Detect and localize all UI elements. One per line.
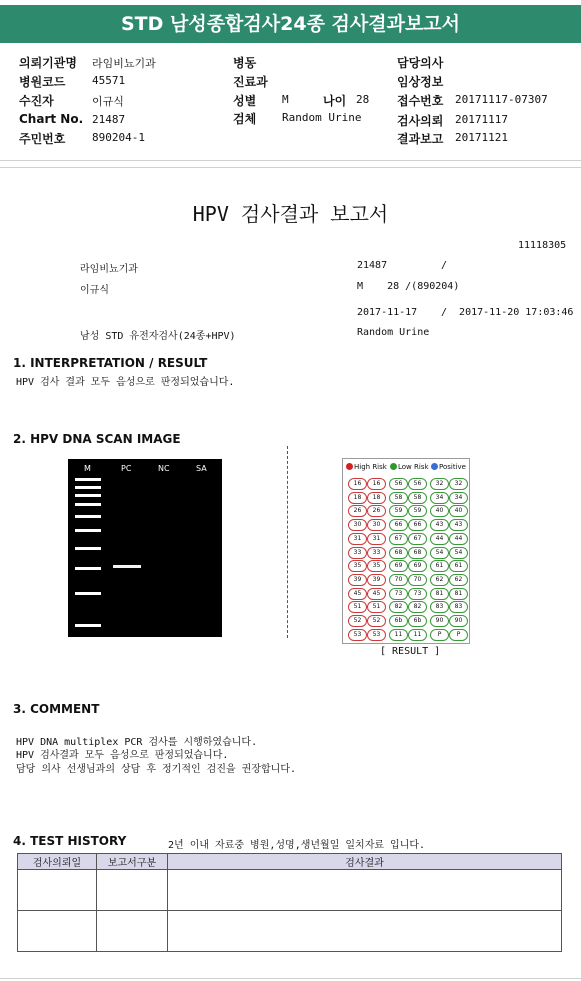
ladder-band (75, 567, 101, 570)
hpv-type-cell: 26 (348, 505, 367, 517)
gel-electrophoresis-image (68, 459, 222, 637)
hpv-type-cell: 54 (449, 547, 468, 559)
header-divider-secondary (0, 167, 581, 168)
table-row (18, 870, 562, 911)
report-code: 11118305 (518, 240, 567, 251)
hpv-type-cell: 44 (430, 533, 449, 545)
value-receipt-number: 20171117-07307 (455, 93, 548, 106)
hpv-type-cell: 45 (367, 588, 386, 600)
value-chart-no: 21487 (92, 113, 126, 126)
value-patient: 이규식 (92, 95, 124, 108)
legend-low-risk-label: Low Risk (398, 463, 429, 471)
table-cell (97, 870, 168, 911)
table-row (18, 911, 562, 952)
hpv-type-cell: 59 (408, 505, 427, 517)
hpv-type-cell: 43 (449, 519, 468, 531)
hpv-type-cell: 68 (408, 547, 427, 559)
report-test-name: 남성 STD 유전자검사(24종+HPV) (80, 331, 236, 342)
label-requesting-institution: 의뢰기관명 (19, 56, 77, 70)
ladder-band (75, 503, 101, 506)
table-cell (97, 911, 168, 952)
hpv-type-cell: 31 (348, 533, 367, 545)
ladder-band (75, 515, 101, 518)
column-header: 검사의뢰일 (18, 854, 97, 870)
ladder-band (75, 529, 101, 532)
hpv-type-cell: 11 (408, 629, 427, 641)
comment-heading: 3. COMMENT (13, 702, 100, 716)
gel-lane-label: PC (121, 464, 132, 473)
hpv-type-cell: 70 (408, 574, 427, 586)
hpv-type-cell: 16 (367, 478, 386, 490)
report-hospital: 라임비뇨기과 (80, 264, 138, 275)
gel-lane-label: NC (158, 464, 170, 473)
label-report-date: 결과보고 (397, 132, 444, 146)
hpv-type-cell: 6b (408, 615, 427, 627)
comment-line: HPV 검사결과 모두 음성으로 판정되었습니다. (16, 750, 229, 761)
gel-lane-label: SA (196, 464, 207, 473)
report-specimen: Random Urine (357, 327, 430, 338)
label-patient: 수진자 (19, 94, 54, 108)
value-age: 28 (356, 93, 370, 106)
hpv-type-cell: 40 (430, 505, 449, 517)
hpv-type-cell: 90 (449, 615, 468, 627)
ladder-band (75, 486, 101, 489)
hpv-type-cell: 81 (430, 588, 449, 600)
hpv-type-cell: P (430, 629, 449, 641)
hpv-type-cell: 56 (389, 478, 408, 490)
hpv-type-cell: 73 (389, 588, 408, 600)
hpv-type-cell: 66 (389, 519, 408, 531)
label-ward: 병동 (233, 56, 257, 70)
hpv-type-cell: 73 (408, 588, 427, 600)
hpv-type-cell: 53 (348, 629, 367, 641)
hpv-type-cell: 39 (348, 574, 367, 586)
hpv-type-cell: 66 (408, 519, 427, 531)
label-receipt-number: 접수번호 (397, 94, 444, 108)
hpv-type-cell: 43 (430, 519, 449, 531)
ladder-band (75, 592, 101, 595)
report-date-received: 2017-11-17 (357, 307, 418, 318)
footer-divider (0, 978, 581, 979)
hpv-type-cell: 82 (408, 601, 427, 613)
hpv-type-cell: 67 (408, 533, 427, 545)
report-sex-age: M 28 /(890204) (357, 281, 460, 292)
hpv-type-cell: 6b (389, 615, 408, 627)
legend-high-risk-label: High Risk (354, 463, 387, 471)
hpv-type-cell: 30 (367, 519, 386, 531)
report-patient: 이규식 (80, 285, 109, 296)
test-history-heading: 4. TEST HISTORY (13, 834, 127, 848)
hpv-type-cell: 59 (389, 505, 408, 517)
report-separator: / (441, 260, 448, 271)
hpv-type-cell: 11 (389, 629, 408, 641)
hpv-type-cell: 45 (348, 588, 367, 600)
report-header-title: STD 남성종합검사24종 검사결과보고서 (0, 5, 581, 43)
value-specimen: Random Urine (282, 111, 362, 124)
legend-positive-label: Positive (439, 463, 466, 471)
comment-line: 담당 의사 선생님과의 상담 후 정기적인 검진을 권장합니다. (16, 764, 297, 775)
hpv-type-cell: 44 (449, 533, 468, 545)
hpv-type-cell: 53 (367, 629, 386, 641)
hpv-type-cell: 67 (389, 533, 408, 545)
value-report-date: 20171121 (455, 131, 508, 144)
hpv-type-cell: 62 (449, 574, 468, 586)
hpv-type-cell: 56 (408, 478, 427, 490)
table-cell (168, 870, 562, 911)
hpv-type-cell: 18 (348, 492, 367, 504)
value-hospital-code: 45571 (92, 74, 126, 87)
label-department: 진료과 (233, 75, 268, 89)
positive-control-band (113, 565, 141, 568)
report-chart-no: 21487 (357, 260, 388, 271)
ladder-band (75, 494, 101, 497)
hpv-type-cell: 58 (389, 492, 408, 504)
value-requesting-institution: 라임비뇨기과 (92, 57, 156, 70)
hpv-type-cell: 35 (367, 560, 386, 572)
hpv-type-cell: 18 (367, 492, 386, 504)
label-request-date: 검사의뢰 (397, 114, 444, 128)
hpv-type-cell: 61 (430, 560, 449, 572)
test-history-note: 2년 이내 자료중 병원,성명,생년월일 일치자료 입니다. (168, 840, 426, 851)
value-request-date: 20171117 (455, 113, 508, 126)
low-risk-dot-icon (390, 463, 397, 470)
hpv-result-panel (342, 458, 470, 644)
interpretation-text: HPV 검사 결과 모두 음성으로 판정되었습니다. (16, 377, 235, 388)
hpv-type-cell: 82 (389, 601, 408, 613)
hpv-type-cell: 32 (449, 478, 468, 490)
hpv-type-cell: 61 (449, 560, 468, 572)
label-age: 나이 (323, 94, 347, 108)
legend-positive (431, 463, 466, 471)
positive-dot-icon (431, 463, 438, 470)
hpv-type-cell: 51 (367, 601, 386, 613)
legend-low-risk (390, 463, 429, 471)
label-clinical-info: 임상정보 (397, 75, 444, 89)
hpv-type-cell: 16 (348, 478, 367, 490)
test-history-table (17, 853, 562, 952)
report-date-reported: / 2017-11-20 17:03:46 (441, 307, 574, 318)
hpv-type-cell: 52 (367, 615, 386, 627)
hpv-type-cell: 68 (389, 547, 408, 559)
hpv-type-cell: P (449, 629, 468, 641)
hpv-type-cell: 58 (408, 492, 427, 504)
hpv-type-cell: 81 (449, 588, 468, 600)
value-resident-number: 890204-1 (92, 131, 145, 144)
label-specimen: 검체 (233, 112, 257, 126)
legend-high-risk (346, 463, 387, 471)
hpv-type-cell: 35 (348, 560, 367, 572)
column-header: 검사결과 (168, 854, 562, 870)
comment-line: HPV DNA multiplex PCR 검사를 시행하였습니다. (16, 737, 258, 748)
table-cell (18, 870, 97, 911)
hpv-type-cell: 31 (367, 533, 386, 545)
hpv-type-cell: 33 (367, 547, 386, 559)
hpv-type-cell: 32 (430, 478, 449, 490)
label-sex: 성별 (233, 94, 257, 108)
label-physician: 담당의사 (397, 56, 444, 70)
hpv-type-cell: 69 (389, 560, 408, 572)
scan-divider (287, 446, 288, 638)
label-hospital-code: 병원코드 (19, 75, 66, 89)
hpv-type-cell: 34 (449, 492, 468, 504)
hpv-type-cell: 40 (449, 505, 468, 517)
gel-lane-label: M (84, 464, 91, 473)
hpv-type-cell: 52 (348, 615, 367, 627)
scan-image-heading: 2. HPV DNA SCAN IMAGE (13, 432, 181, 446)
high-risk-dot-icon (346, 463, 353, 470)
hpv-type-cell: 83 (430, 601, 449, 613)
hpv-type-cell: 30 (348, 519, 367, 531)
hpv-type-cell: 83 (449, 601, 468, 613)
hpv-type-cell: 54 (430, 547, 449, 559)
hpv-type-cell: 90 (430, 615, 449, 627)
ladder-band (75, 547, 101, 550)
header-divider (0, 160, 581, 161)
hpv-type-cell: 51 (348, 601, 367, 613)
report-title: HPV 검사결과 보고서 (192, 202, 389, 226)
hpv-type-cell: 26 (367, 505, 386, 517)
ladder-band (75, 478, 101, 481)
label-resident-number: 주민번호 (19, 132, 66, 146)
hpv-type-cell: 62 (430, 574, 449, 586)
table-cell (18, 911, 97, 952)
label-chart-no: Chart No. (19, 112, 84, 126)
hpv-type-cell: 39 (367, 574, 386, 586)
value-sex: M (282, 93, 289, 106)
hpv-type-cell: 33 (348, 547, 367, 559)
hpv-type-cell: 69 (408, 560, 427, 572)
interpretation-heading: 1. INTERPRETATION / RESULT (13, 356, 208, 370)
hpv-type-cell: 70 (389, 574, 408, 586)
table-cell (168, 911, 562, 952)
hpv-type-cell: 34 (430, 492, 449, 504)
ladder-band (75, 624, 101, 627)
column-header: 보고서구분 (97, 854, 168, 870)
result-caption: [ RESULT ] (380, 646, 441, 657)
